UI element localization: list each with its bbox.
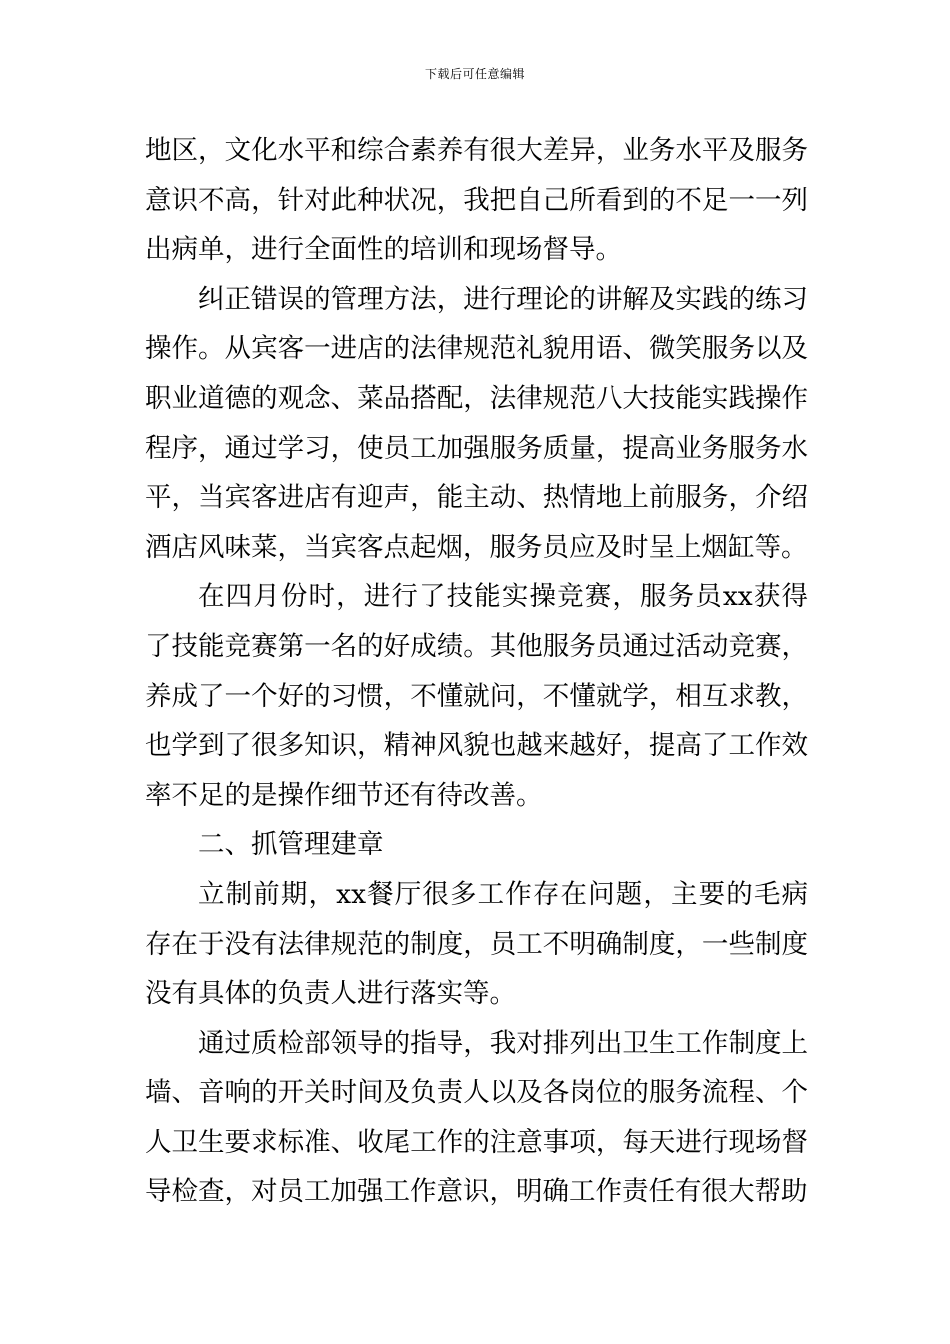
section-heading: 二、抓管理建章: [198, 829, 384, 861]
header-note: 下载后可任意编辑: [424, 67, 525, 81]
paragraph-4: 立制前期，xx餐厅很多工作存在问题，主要的毛病存在于没有法律规范的制度，员工不明确制度，一些制度没有具体的负责人进行落实等。: [145, 878, 808, 1010]
paragraph-3: 在四月份时，进行了技能实操竞赛，服务员xx获得了技能竞赛第一名的好成绩。其他服务员通过活动竞赛，养成了一个好的习惯，不懂就问，不懂就学，相互求教，也学到了很多知识，精神风貌也越来越好，提高了工作效率不足的是操作细节还有待改善。: [145, 581, 808, 811]
paragraph-5: 通过质检部领导的指导，我对排列出卫生工作制度上墙、音响的开关时间及负责人以及各岗位的服务流程、个人卫生要求标准、收尾工作的注意事项，每天进行现场督导检查，对员工加强工作意识，明确工作责任有很大帮助: [145, 1027, 808, 1208]
paragraph-1: 地区，文化水平和综合素养有很大差异，业务水平及服务意识不高，针对此种状况，我把自己所看到的不足一一列出病单，进行全面性的培训和现场督导。: [145, 135, 808, 266]
document-body: [145, 126, 808, 1217]
paragraph-2: 纠正错误的管理方法，进行理论的讲解及实践的练习操作。从宾客一进店的法律规范礼貌用语、微笑服务以及职业道德的观念、菜品搭配，法律规范八大技能实践操作程序，通过学习，使员工加强服务质量，提高业务服务水平，当宾客进店有迎声，能主动、热情地上前服务，介绍酒店风味菜，当宾客点起烟，服务员应及时呈上烟缸等。: [145, 283, 808, 563]
